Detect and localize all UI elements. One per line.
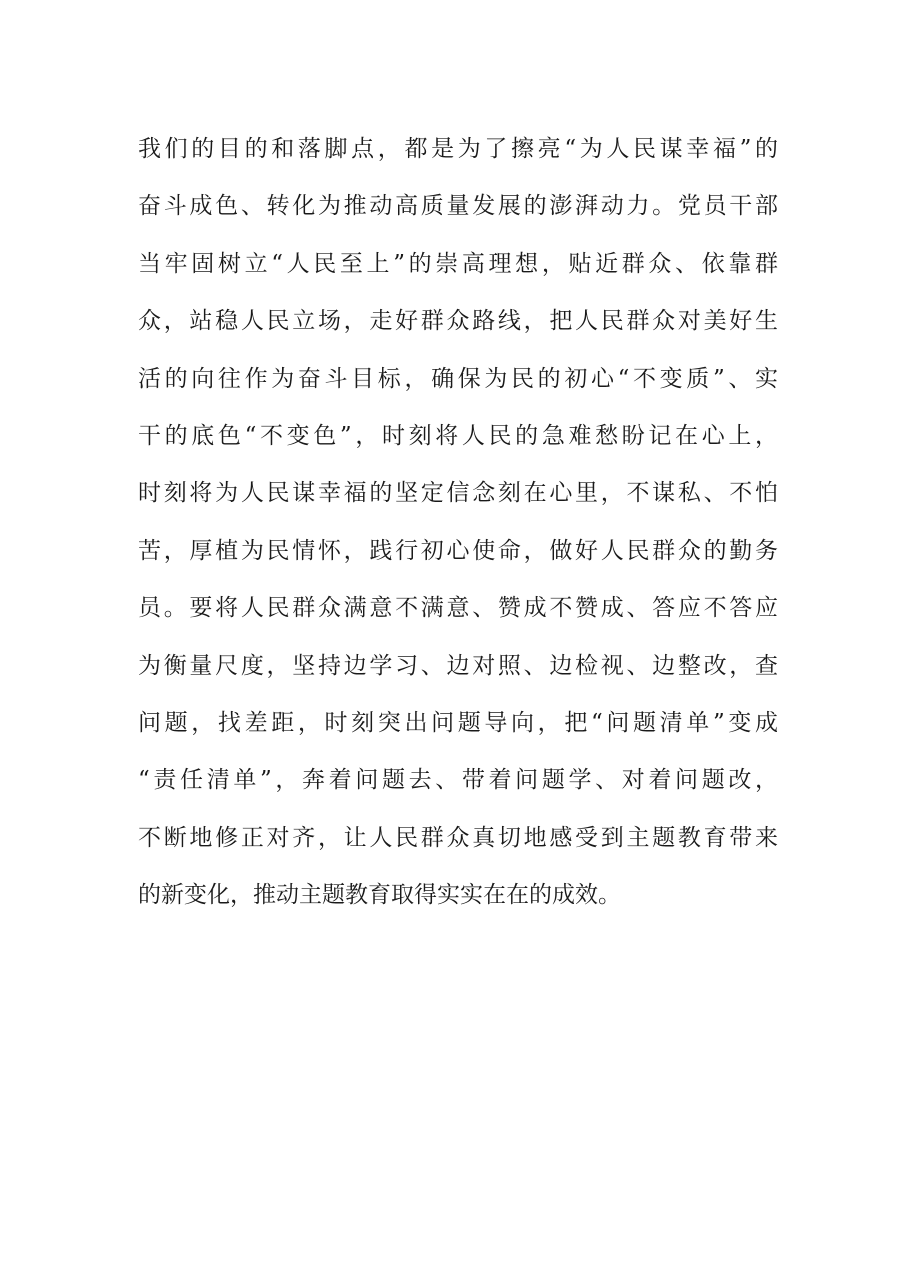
text-line: 时刻将为人民谋幸福的坚定信念刻在心里，不谋私、不怕 xyxy=(138,480,778,507)
text-line: 当牢固树立“人民至上”的崇高理想，贴近群众、依靠群 xyxy=(138,250,778,277)
text-line: 干的底色“不变色”，时刻将人民的急难愁盼记在心上， xyxy=(138,422,778,449)
text-line: 问题，找差距，时刻突出问题导向，把“问题清单”变成 xyxy=(138,709,778,736)
text-line: “责任清单”，奔着问题去、带着问题学、对着问题改， xyxy=(138,767,778,794)
text-line: 为衡量尺度，坚持边学习、边对照、边检视、边整改，查 xyxy=(138,652,778,679)
text-line: 的新变化，推动主题教育取得实实在在的成效。 xyxy=(138,882,621,909)
text-line: 不断地修正对齐，让人民群众真切地感受到主题教育带来 xyxy=(138,824,778,851)
text-line: 员。要将人民群众满意不满意、赞成不赞成、答应不答应 xyxy=(138,595,778,622)
document-body xyxy=(138,121,778,924)
text-line: 奋斗成色、转化为推动高质量发展的澎湃动力。党员干部 xyxy=(138,193,778,220)
text-line: 我们的目的和落脚点，都是为了擦亮“为人民谋幸福”的 xyxy=(138,136,778,162)
text-line: 苦，厚植为民情怀，践行初心使命，做好人民群众的勤务 xyxy=(138,537,778,564)
text-line: 众，站稳人民立场，走好群众路线，把人民群众对美好生 xyxy=(138,308,778,335)
text-line: 活的向往作为奋斗目标，确保为民的初心“不变质”、实 xyxy=(138,365,778,392)
